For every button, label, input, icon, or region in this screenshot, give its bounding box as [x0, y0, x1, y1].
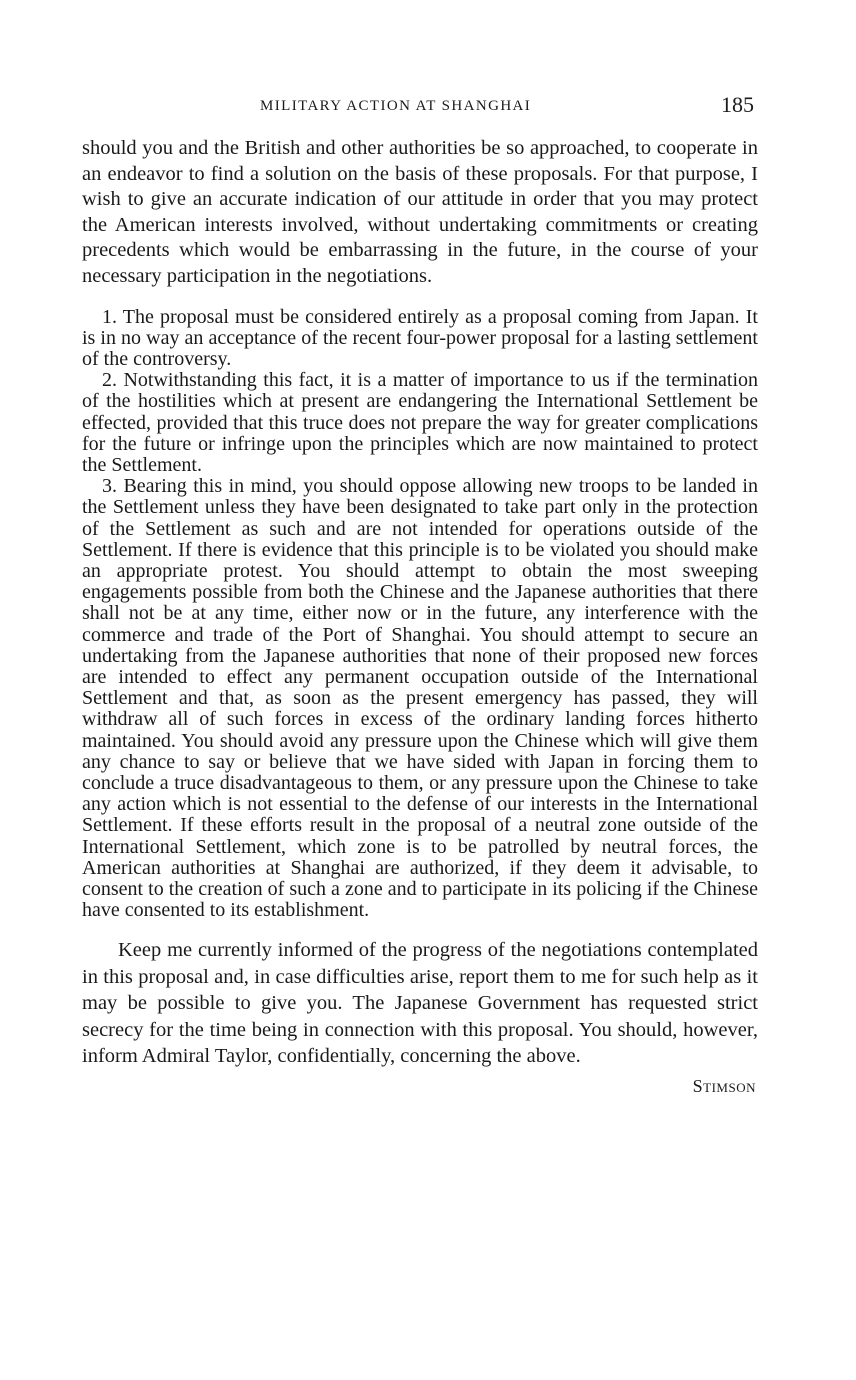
signature: Stimson	[692, 1075, 756, 1096]
numbered-item-3: 3. Bearing this in mind, you should oppose allowing new troops to be landed in the Settlement unless they have been designated to take part only in the protection of the Settlement as such and are not intended for operations outside of the Settlement. If there is evidence that this principle is to be violated you should make an appropriate protest. You should attempt to obtain the most sweeping engagements possible from both the Chinese and the Japanese authorities that there shall not be at any time, either now or in the future, any interference with the commerce and trade of the Port of Shanghai. You should attempt to secure an undertaking from the Japanese authorities that none of their proposed new forces are intended to effect any permanent occupation outside of the International Settlement and that, as soon as the present emergency has passed, they will withdraw all of such forces in excess of the ordinary landing forces hitherto maintained. You should avoid any pressure upon the Chinese which will give them any chance to say or believe that we have sided with Japan in forcing them to conclude a truce disadvantageous to them, or any pressure upon the Chinese to take any action which is not essential to the defense of our interests in the International Settlement. If these efforts result in the proposal of a neutral zone outside of the International Settlement, which zone is to be patrolled by neutral forces, the American authorities at Shanghai are authorized, if they deem it advisable, to consent to the creation of such a zone and to participate in its policing if the Chinese have consented to its establishment.	[82, 475, 758, 922]
numbered-item-2: 2. Notwithstanding this fact, it is a matter of importance to us if the termination of the hostilities which at present are endangering the International Settlement be effected, provided that this truce does not prepare the way for greater complications for the future or infringe upon the principles which are now maintained to protect the Settlement.	[82, 369, 758, 476]
document-page	[82, 92, 758, 1097]
page-number: 185	[721, 92, 754, 117]
numbered-item-1: 1. The proposal must be considered entirely as a proposal coming from Japan. It is in no way an acceptance of the recent four-power proposal for a lasting settlement of the controversy.	[82, 305, 758, 370]
running-title: MILITARY ACTION AT SHANGHAI	[260, 98, 532, 114]
intro-paragraph: should you and the British and other authorities be so approached, to cooperate in an endeavor to find a solution on the basis of these proposals. For that purpose, I wish to give an accurate indication of our attitude in order that you may protect the American interests involved, without undertaking commitments or creating precedents which would be embarrassing in the future, in the course of your necessary participation in the negotiations.	[82, 137, 758, 287]
page-header	[82, 92, 758, 122]
closing-paragraph: Keep me currently informed of the progress of the negotiations contemplated in this proposal and, in case difficulties arise, report them to me for such help as it may be possible to give you. The Japanese Government has requested strict secrecy for the time being in connection with this proposal. You should, however, inform Admiral Taylor, confidentially, concerning the above.	[82, 939, 758, 1068]
